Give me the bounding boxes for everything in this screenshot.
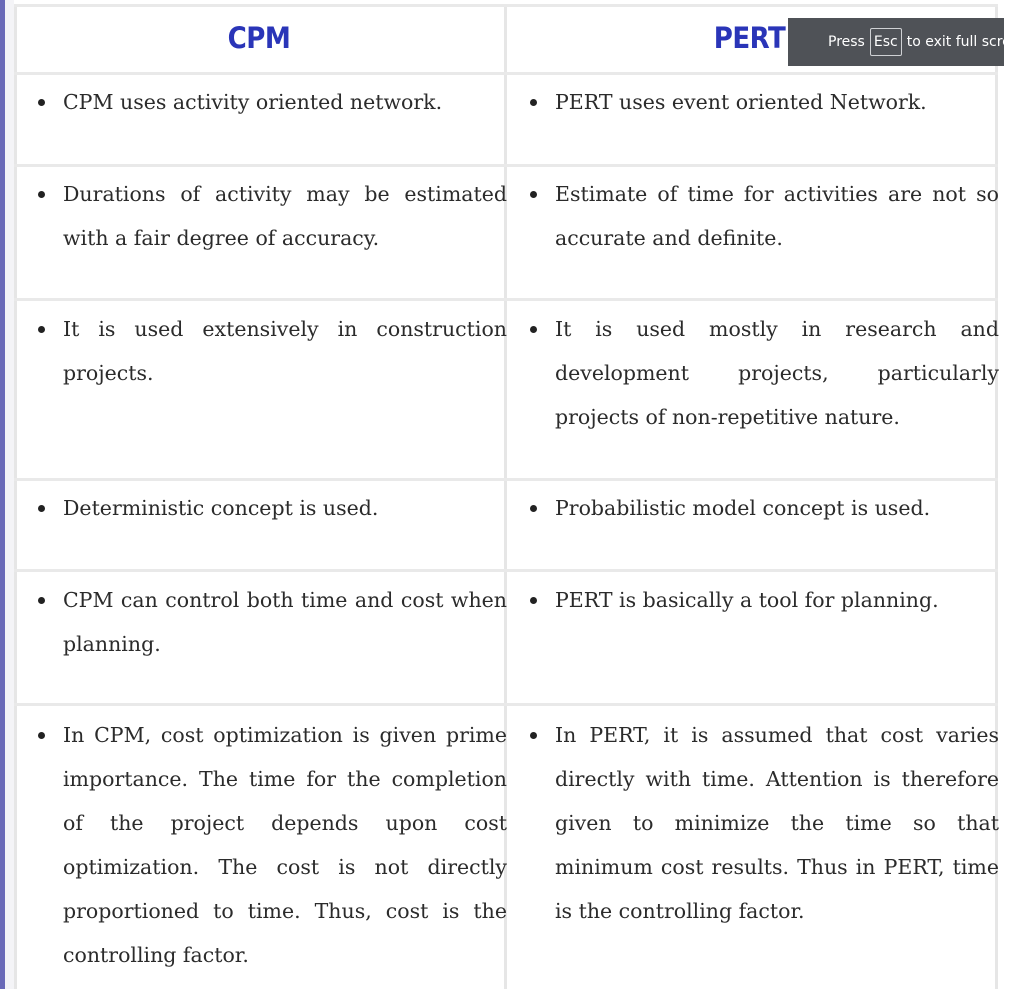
table-cell-pert: [521, 578, 999, 622]
table-cell-cpm: [29, 80, 507, 124]
cpm-point: Deterministic concept is used.: [63, 486, 507, 530]
table-cell-cpm: [29, 172, 507, 260]
toast-prefix: Press: [828, 34, 865, 50]
esc-key-badge: Esc: [870, 28, 902, 56]
pert-point: Estimate of time for activities are not so accurate and definite.: [555, 172, 999, 260]
table-cell-cpm: [29, 486, 507, 530]
pert-point: It is used mostly in research and development projects, particularly projects of non-repetitive nature.: [555, 307, 999, 439]
row-divider: [14, 569, 998, 572]
table-cell-cpm: [29, 307, 507, 395]
cpm-point: Durations of activity may be estimated with a fair degree of accuracy.: [63, 172, 507, 260]
cpm-point: In CPM, cost optimization is given prime importance. The time for the completion of the project depends upon cost optimization. The cost is not directly proportioned to time. Thus, cost is the controlling factor.: [63, 713, 507, 977]
column-header-cpm: CPM: [227, 21, 291, 55]
pert-point: In PERT, it is assumed that cost varies directly with time. Attention is therefore given to minimize the time so that minimum cost results. Thus in PERT, time is the controlling factor.: [555, 713, 999, 933]
table-cell-pert: [521, 172, 999, 260]
table-cell-pert: [521, 307, 999, 439]
column-header-pert: PERT: [713, 21, 786, 55]
row-divider: [14, 72, 998, 75]
row-divider: [14, 703, 998, 706]
table-cell-cpm: [29, 578, 507, 666]
comparison-table: [14, 4, 998, 989]
row-divider: [14, 164, 998, 167]
pert-point: PERT is basically a tool for planning.: [555, 578, 999, 622]
table-cell-pert: [521, 713, 999, 933]
table-cell-pert: [521, 486, 999, 530]
pert-point: PERT uses event oriented Network.: [555, 80, 999, 124]
toast-suffix: to exit full screen: [906, 34, 1028, 50]
table-cell-cpm: [29, 713, 507, 977]
table-border-left: [14, 4, 17, 989]
pert-point: Probabilistic model concept is used.: [555, 486, 999, 530]
exit-fullscreen-toast: [788, 18, 1028, 66]
row-divider: [14, 298, 998, 301]
left-margin: [5, 0, 14, 989]
cpm-point: It is used extensively in construction projects.: [63, 307, 507, 395]
cpm-point: CPM uses activity oriented network.: [63, 80, 507, 124]
row-divider: [14, 478, 998, 481]
table-cell-pert: [521, 80, 999, 124]
cpm-point: CPM can control both time and cost when planning.: [63, 578, 507, 666]
